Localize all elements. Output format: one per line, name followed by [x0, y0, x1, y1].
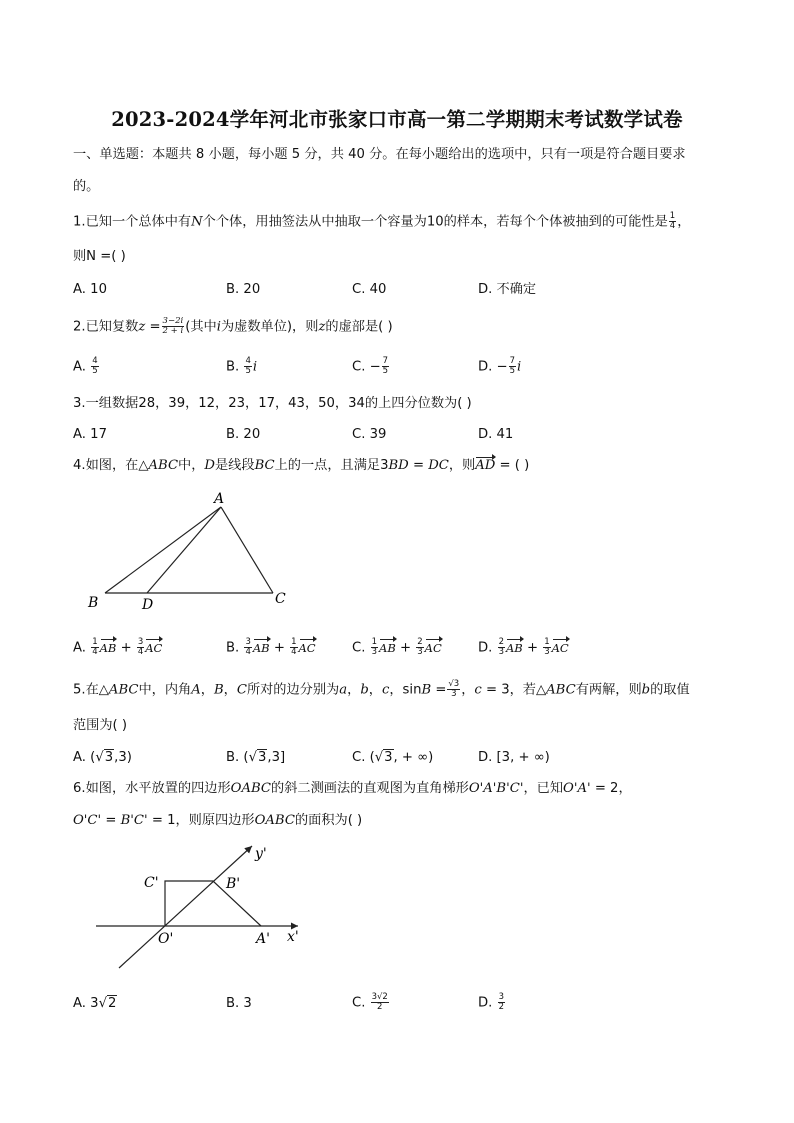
label-a-prime: A'	[256, 931, 270, 947]
q3-option-a[interactable]: A. 17	[73, 427, 107, 442]
question-6-stem: 6.如图，水平放置的四边形OABC的斜二测画法的直观图为直角梯形O'A'B'C'，已知O'A' = 2，	[73, 781, 632, 796]
q2-option-d[interactable]: D. − $\frac{7}{5}$ i	[478, 356, 522, 376]
fraction: $\frac{1}{4}$	[669, 211, 676, 231]
q4-option-d[interactable]: D. $\frac{2}{3}$ AB + $\frac{1}{3}$ AC	[478, 637, 569, 657]
q2-option-a[interactable]: A. $\frac{4}{5}$	[73, 356, 98, 376]
question-1-stem: 1.已知一个总体中有N个个体，用抽签法从中抽取一个容量为10的样本，若每个个体被抽到的可能性是 $\frac{1}{4}$ ，	[73, 211, 691, 231]
q5-option-a[interactable]: A. (√3,3)	[73, 750, 132, 765]
y-axis	[119, 846, 252, 968]
question-2-stem: 2.已知复数z = $\frac{3-2i}{2 + i}$ (其中i为虚数单位)，则z的虚部是( )	[73, 316, 393, 336]
segment-ac	[221, 507, 273, 593]
q6-option-b[interactable]: B. 3	[226, 996, 252, 1011]
section-instructions: 一、单选题：本题共 8 小题，每小题 5 分，共 40 分。在每小题给出的选项中，只有一项是符合题目要求	[73, 147, 686, 162]
triangle-abc-figure	[80, 485, 300, 615]
y-axis-label: y'	[255, 846, 267, 862]
question-5-stem-line2: 范围为( )	[73, 718, 128, 733]
question-1-stem-line2: 则N =( )	[73, 249, 126, 264]
q3-option-b[interactable]: B. 20	[226, 427, 261, 442]
q3-option-d[interactable]: D. 41	[478, 427, 514, 442]
question-5-stem: 5.在△ABC中，内角A，B，C所对的边分别为a，b，c，sinB = $\frac{√3}{3}$ ，c = 3，若△ABC有两解，则b的取值	[73, 679, 690, 699]
q1-option-c[interactable]: C. 40	[352, 282, 387, 297]
segment-ad	[147, 507, 221, 593]
question-3-stem: 3.一组数据28，39，12，23，17，43，50，34的上四分位数为( )	[73, 396, 472, 411]
q2-option-c[interactable]: C. − $\frac{7}{5}$	[352, 356, 389, 376]
segment-ab	[105, 507, 221, 593]
q6-option-a[interactable]: A. 3√2	[73, 996, 117, 1011]
question-6-stem-line2: O'C' = B'C' = 1，则原四边形OABC的面积为( )	[73, 813, 363, 828]
q1-option-d[interactable]: D. 不确定	[478, 282, 537, 297]
label-b-prime: B'	[226, 876, 241, 892]
trapezoid-outline	[165, 881, 261, 926]
q2-option-b[interactable]: B. $\frac{4}{5}$ i	[226, 356, 258, 376]
q4-option-c[interactable]: C. $\frac{1}{3}$ AB + $\frac{2}{3}$ AC	[352, 637, 442, 657]
label-a: A	[214, 491, 225, 507]
label-o-prime: O'	[158, 931, 174, 947]
section-instructions-continued: 的。	[73, 179, 100, 194]
q5-option-c[interactable]: C. (√3, + ∞)	[352, 750, 434, 765]
label-d: D	[142, 597, 154, 613]
q1-option-b[interactable]: B. 20	[226, 282, 261, 297]
q4-option-b[interactable]: B. $\frac{3}{4}$ AB + $\frac{1}{4}$ AC	[226, 637, 316, 657]
q1-option-a[interactable]: A. 10	[73, 282, 107, 297]
x-axis-label: x'	[287, 929, 299, 945]
label-b: B	[88, 595, 99, 611]
q4-option-a[interactable]: A. $\frac{1}{4}$ AB + $\frac{3}{4}$ AC	[73, 637, 163, 657]
question-4-stem: 4.如图，在△ABC中，D是线段BC上的一点，且满足3BD = DC，则AD = ( )	[73, 458, 530, 473]
q3-option-c[interactable]: C. 39	[352, 427, 387, 442]
fraction: $\frac{3-2i}{2 + i}$	[162, 316, 184, 336]
q6-option-c[interactable]: C. $\frac{3√2}{2}$	[352, 992, 388, 1012]
label-c-prime: C'	[144, 875, 159, 891]
q5-option-d[interactable]: D. [3, + ∞)	[478, 750, 550, 765]
q5-option-b[interactable]: B. (√3,3]	[226, 750, 286, 765]
page-title: 2023-2024学年河北市张家口市高一第二学期期末考试数学试卷	[111, 108, 683, 131]
oblique-drawing-figure	[92, 838, 312, 976]
label-c: C	[275, 591, 286, 607]
q6-option-d[interactable]: D. $\frac{3}{2}$	[478, 992, 504, 1012]
